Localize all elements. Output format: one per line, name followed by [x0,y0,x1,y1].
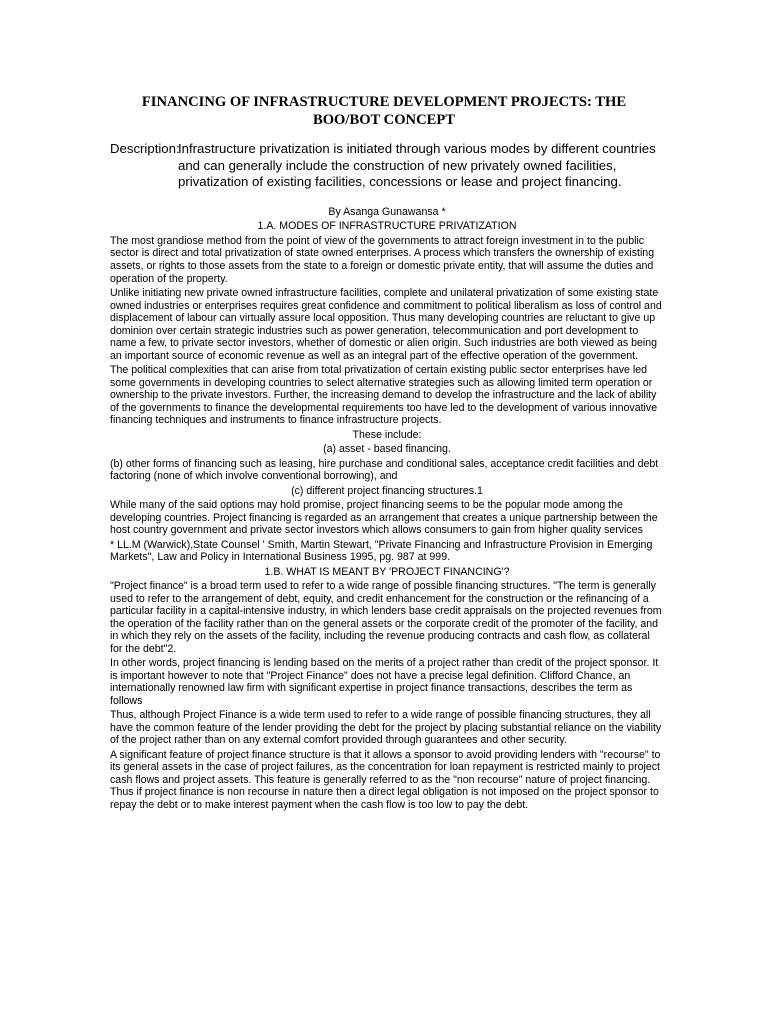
description-label: Description: [110,141,180,156]
section-heading-1a: 1.A. MODES OF INFRASTRUCTURE PRIVATIZATION [257,220,517,233]
paragraph: The most grandiose method from the point of view of the governments to attract foreign investment in to the public sector is direct and total privatization of state owned enterprises. A process which transfers the ownership of existing assets, or rights to those assets from the state to a foreign or domestic private entity, that will assume the duties and operation of the property. [110,234,655,285]
list-item-c: (c) different project financing structures.1 [291,484,483,497]
paragraph: A significant feature of project finance structure is that it allows a sponsor to avoid providing lenders with "recourse" to its general assets in the case of project failures, as the concentration for loan repayment is restricted mainly to project cash flows and project assets. This feature is generally referred to as the "non recourse" nature of project financing. Thus if project finance is non recourse in nature then a direct legal obligation is not imposed on the project sponsor to repay the debt or to make interest payment when the cash flow is too low to pay the debt. [110,748,661,811]
footnote: * LL.M (Warwick),State Counsel ' Smith, Martin Stewart, "Private Financing and Infrastructure Provision in Emerging Markets", Law and Policy in International Business 1995, pg. 987 at 999. [110,538,653,564]
section-heading-1b: 1.B. WHAT IS MEANT BY 'PROJECT FINANCING'? [264,565,510,578]
paragraph: "Project finance" is a broad term used to refer to a wide range of possible financing structures. "The term is generally used to refer to the arrangement of debt, equity, and credit enhancement for the construction or the refinancing of a particular facility in a capital-intensive industry, in which lenders base credit appraisals on the projected revenues from the operation of the facility rather than on the general assets or the corporate credit of the promoter of the facility, and in which they rely on the assets of the facility, including the revenue producing contracts and cash flow, as collateral for the debt"2. [110,580,662,655]
list-item-b: (b) other forms of financing such as leasing, hire purchase and conditional sales, acceptance credit facilities and debt factoring (none of which involve conventional borrowing), and [110,457,659,483]
title-line-2: BOO/BOT CONCEPT [312,111,456,128]
these-include-line: These include: [352,428,422,441]
paragraph: Unlike initiating new private owned infrastructure facilities, complete and unilateral privatization of some existing state owned industries or enterprises requires great confidence and commitment to political liberalism as loss of control and displacement of labour can virtually assure local opposition. Thus many developing countries are reluctant to give up dominion over certain strategic industries such as power generation, telecommunication and port development to name a few, to private sector investors, whether of domestic or alien origin. Such industries are both viewed as being an important source of economic revenue as well as an integral part of the effective operation of the government. [110,286,662,362]
author-line: By Asanga Gunawansa * [328,206,446,218]
paragraph: In other words, project financing is lending based on the merits of a project rather than credit of the project sponsor. It is important however to note that "Project Finance" does not have a precise legal definition. Clifford Chance, an internationally renowned law firm with significant expertise in project finance transactions, describes the term as follows [110,657,659,707]
document-title [100,94,668,129]
paragraph: While many of the said options may hold promise, project financing seems to be the popular mode among the developing countries. Project financing is regarded as an arrangement that creates a unique partnership between the host country government and private sector investors which allows consumers to gain from higher quality services [110,499,658,537]
description-text: Infrastructure privatization is initiated through various modes by different countries and can generally include the construction of new privately owned facilities, privatization of existing facilities, concessions or lease and project financing. [178,141,656,190]
paragraph: The political complexities that can arise from total privatization of certain existing public sector enterprises have led some governments in developing countries to select alternative strategies such as allowing limited term operation or ownership to the private investors. Further, the increasing demand to develop the infrastructure and the lack of ability of the governments to finance the developmental requirements too have led to the development of various innovative financing techniques and instruments to finance infrastructure projects. [110,364,658,427]
paragraph: Thus, although Project Finance is a wide term used to refer to a wide range of possible financing structures, they all have the common feature of the lender providing the debt for the project by placing substantial reliance on the viability of the project rather than on any external comfort provided through guarantees and other security. [110,709,662,747]
title-line-1: FINANCING OF INFRASTRUCTURE DEVELOPMENT PROJECTS: THE [141,94,627,110]
description [110,141,670,191]
list-item-a: (a) asset - based financing. [323,443,451,456]
document-body [110,206,664,813]
